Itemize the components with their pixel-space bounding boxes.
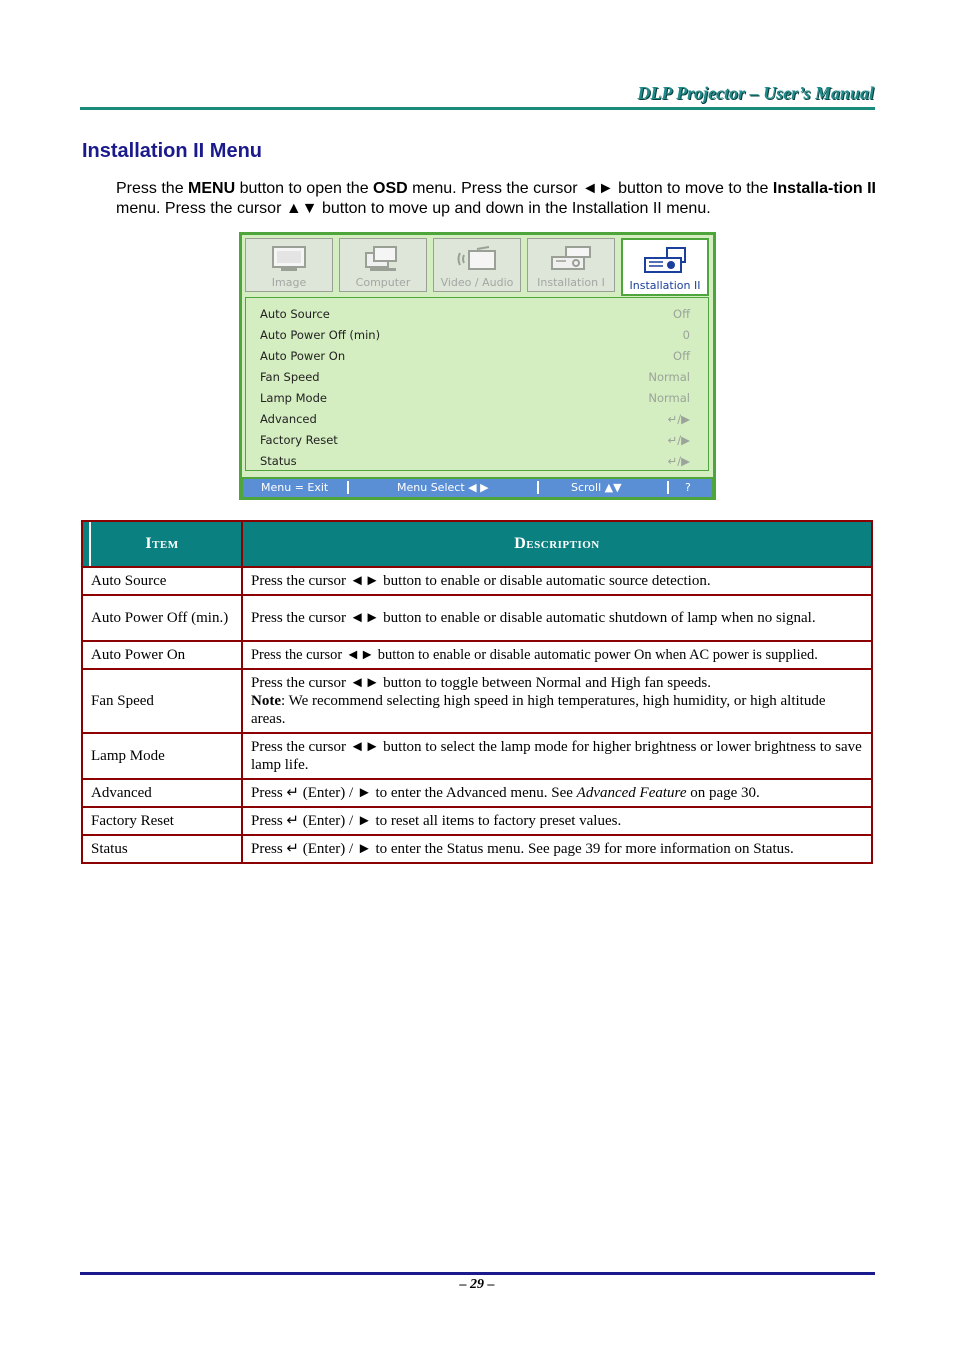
section-heading: Installation II Menu <box>82 140 263 162</box>
table-row <box>82 595 872 641</box>
osd-menu-body <box>242 235 713 477</box>
osd-row-label: Auto Source <box>260 307 330 321</box>
tab-installation-ii[interactable] <box>621 238 709 296</box>
help-icon: ? <box>685 481 691 494</box>
image-icon <box>271 245 307 273</box>
osd-footer-separator <box>537 481 539 494</box>
osd-row-label: Fan Speed <box>260 370 320 384</box>
tab-installation-i[interactable] <box>527 238 615 292</box>
table-row <box>82 733 872 779</box>
tab-computer[interactable] <box>339 238 427 292</box>
table-cell-description: Press the cursor ◄► button to enable or disable automatic shutdown of lamp when no signal. <box>242 595 872 641</box>
osd-menu-list <box>245 297 709 471</box>
tab-label: Installation II <box>629 279 701 292</box>
tab-label: Installation I <box>537 276 605 289</box>
installation-ii-keyword: Installa-tion II <box>772 180 876 197</box>
osd-row-label: Status <box>260 454 297 468</box>
osd-row-value: ↵/▶ <box>667 454 690 468</box>
table-row <box>82 567 872 595</box>
osd-row-value: 0 <box>682 328 690 342</box>
osd-row-auto-source[interactable] <box>260 307 690 327</box>
table-row <box>82 669 872 733</box>
osd-footer-separator <box>347 481 349 494</box>
computer-icon <box>362 245 404 273</box>
osd-row-value: Off <box>673 307 690 321</box>
osd-footer-bar <box>243 479 712 497</box>
osd-row-fan-speed[interactable] <box>260 370 690 390</box>
osd-row-lamp-mode[interactable] <box>260 391 690 411</box>
note-label: Note <box>251 693 281 709</box>
osd-row-label: Auto Power On <box>260 349 346 363</box>
table-cell-item: Status <box>82 835 242 863</box>
column-header-item: Item <box>82 521 242 567</box>
column-header-description: Description <box>242 521 872 567</box>
osd-footer-select: Menu Select ◀ ▶ <box>397 481 489 494</box>
table-cell-item: Auto Power On <box>82 641 242 669</box>
table-row <box>82 779 872 807</box>
osd-row-label: Factory Reset <box>260 433 338 447</box>
osd-footer-exit: Menu = Exit <box>261 481 329 494</box>
table-cell-description: Press the cursor ◄► button to enable or disable automatic power On when AC power is supplied. <box>242 641 872 669</box>
tab-label: Computer <box>355 276 411 289</box>
page-number: – 29 – <box>459 1277 495 1292</box>
tab-video-audio[interactable] <box>433 238 521 292</box>
osd-row-auto-power-off[interactable] <box>260 328 690 348</box>
osd-row-label: Advanced <box>260 412 317 426</box>
osd-row-label: Lamp Mode <box>260 391 327 405</box>
table-header-row <box>82 521 872 567</box>
osd-row-value: Off <box>673 349 690 363</box>
footer-rule <box>80 1272 875 1275</box>
table-cell-item: Fan Speed <box>82 669 242 733</box>
table-cell-item: Auto Source <box>82 567 242 595</box>
table-row <box>82 641 872 669</box>
osd-row-label: Auto Power Off (min) <box>260 328 381 342</box>
osd-row-value: Normal <box>648 391 690 405</box>
installation-ii-icon <box>641 246 689 276</box>
table-cell-description: Press the cursor ◄► button to select the lamp mode for higher brightness or lower brightness to save lamp life. <box>242 733 872 779</box>
table-cell-description <box>242 779 872 807</box>
table-cell-description: Press the cursor ◄► button to enable or disable automatic source detection. <box>242 567 872 595</box>
osd-row-value: Normal <box>648 370 690 384</box>
advanced-feature-reference: Advanced Feature <box>576 785 687 801</box>
table-row <box>82 807 872 835</box>
tab-label: Image <box>271 276 307 289</box>
description-text: Press the cursor ◄► button to toggle between Normal and High fan speeds. <box>251 675 712 691</box>
video-audio-icon <box>455 245 499 273</box>
header-rule <box>80 107 875 110</box>
table-cell-item: Auto Power Off (min.) <box>82 595 242 641</box>
table-row <box>82 835 872 863</box>
table-cell-description <box>242 669 872 733</box>
table-cell-item: Factory Reset <box>82 807 242 835</box>
note-text: : We recommend selecting high speed in high temperatures, high humidity, or high altitude areas. <box>251 693 826 727</box>
manual-header-title: DLP Projector – User’s Manual <box>637 83 874 103</box>
osd-row-status[interactable] <box>260 454 690 474</box>
installation-i-icon <box>548 245 594 273</box>
osd-row-value: ↵/▶ <box>667 412 690 426</box>
osd-row-value: ↵/▶ <box>667 433 690 447</box>
table-cell-description: Press ↵ (Enter) / ► to reset all items to factory preset values. <box>242 807 872 835</box>
item-description-table <box>81 520 873 864</box>
osd-row-factory-reset[interactable] <box>260 433 690 453</box>
osd-keyword: OSD <box>373 180 408 197</box>
tab-image[interactable] <box>245 238 333 292</box>
table-cell-description: Press ↵ (Enter) / ► to enter the Status menu. See page 39 for more information on Status. <box>242 835 872 863</box>
osd-row-advanced[interactable] <box>260 412 690 432</box>
menu-keyword: MENU <box>188 180 236 197</box>
description-text: Press ↵ (Enter) / ► to enter the Advanced menu. See <box>251 785 577 801</box>
description-text: on page 30. <box>686 785 760 801</box>
tab-label: Video / Audio <box>440 276 514 289</box>
osd-menu <box>239 232 716 500</box>
osd-footer-separator <box>667 481 669 494</box>
osd-footer-scroll: Scroll ▲▼ <box>571 481 622 494</box>
table-cell-item: Advanced <box>82 779 242 807</box>
intro-paragraph: Press the MENU button to open the OSD menu. Press the cursor ◄► button to move to the Installa-tion II menu. Press the cursor ▲▼ button to move up and down in the Installation II menu. <box>116 180 876 217</box>
osd-row-auto-power-on[interactable] <box>260 349 690 369</box>
table-cell-item: Lamp Mode <box>82 733 242 779</box>
